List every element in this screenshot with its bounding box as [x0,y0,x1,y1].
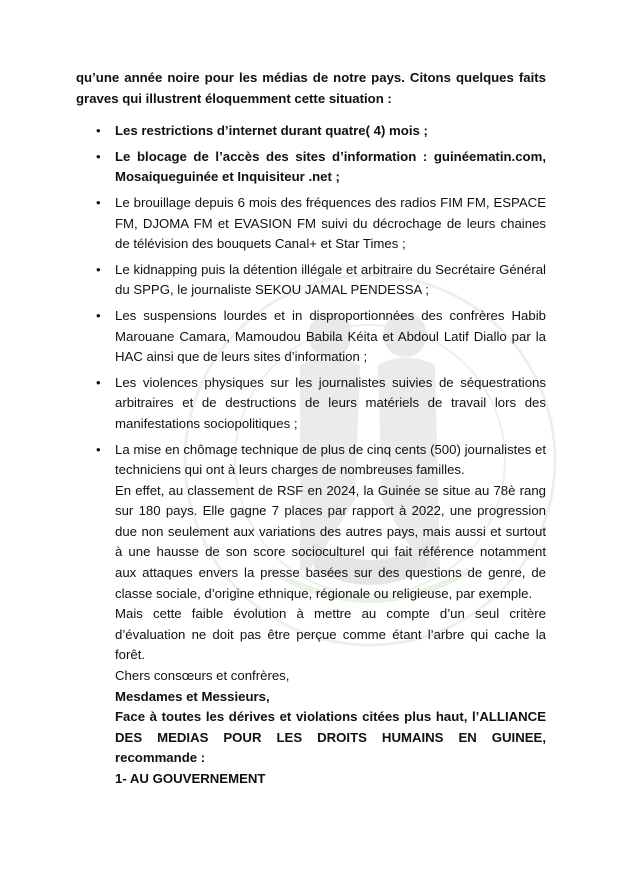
evolution-paragraph: Mais cette faible évolution à mettre au compte d’un seul critère d’évaluation ne doit pas être perçue comme étant l’arbre qui cache la forêt. [115,606,546,663]
list-item [76,121,546,142]
facts-list [76,121,546,481]
intro-text: qu’une année noire pour les médias de notre pays. Citons quelques faits graves qui illustrent éloquemment cette situation : [76,70,546,106]
list-item-text: Le kidnapping puis la détention illégale et arbitraire du Secrétaire Général du SPPG, le journaliste SEKOU JAMAL PENDESSA ; [115,261,546,298]
recommendation-paragraph: Face à toutes les dérives et violations citées plus haut, l’ALLIANCE DES MEDIAS POUR LES DROITS HUMAINS EN GUINEE, recommande : [115,709,546,766]
bullet-marker: • [96,148,101,164]
bullet-marker: • [96,441,101,457]
rsf-paragraph: En effet, au classement de RSF en 2024, la Guinée se situe au 78è rang sur 180 pays. Elle gagne 7 places par rapport à 2022, une progression due non seulement aux variations des autres pays, mais aussi et surtout à une hausse de son score socioculturel qui fait référence notamment aux attaques envers la presse basées sur des questions de genre, de classe sociale, d’origine ethnique, régionale ou religieuse, par exemple. [115,482,546,601]
bullet-marker: • [96,307,101,323]
list-item [76,373,546,435]
section-heading: 1- AU GOUVERNEMENT [115,771,266,786]
intro-paragraph [76,68,546,109]
salutation-line: Mesdames et Messieurs, [115,688,270,704]
list-item [76,306,546,368]
list-item-text: Les violences physiques sur les journalistes suivies de séquestrations arbitraires et de destructions de leurs matériels de travail lors des manifestations sociopolitiques ; [115,374,546,431]
bullet-marker: • [96,194,101,210]
list-item-text: Les suspensions lourdes et in disproportionnées des confrères Habib Marouane Camara, Mamoudou Babila Kéita et Abdoul Latif Diallo par la HAC ainsi que de leurs sites d’information ; [115,307,546,365]
list-item-text: Le blocage de l’accès des sites d’information : guinéematin.com, Mosaiqueguinée et Inquisiteur .net ; [115,148,546,185]
list-item-text: La mise en chômage technique de plus de cinq cents (500) journalistes et techniciens qui ont à leurs charges de nombreuses familles. [115,441,546,478]
greeting-line: Chers consœurs et confrères, [115,668,290,684]
list-item [76,193,546,255]
bullet-marker: • [96,261,101,277]
document-body [76,68,546,790]
list-item-text: Les restrictions d’internet durant quatre( 4) mois ; [115,123,428,139]
list-item [76,260,546,301]
bullet-marker: • [96,374,101,390]
list-item-text: Le brouillage depuis 6 mois des fréquences des radios FIM FM, ESPACE FM, DJOMA FM et EVASION FM suivi du décrochage de leurs chaines de télévision des bouquets Canal+ et Star Times ; [115,194,546,252]
bullet-marker: • [96,123,101,139]
list-item [76,147,546,188]
list-item [76,440,546,481]
